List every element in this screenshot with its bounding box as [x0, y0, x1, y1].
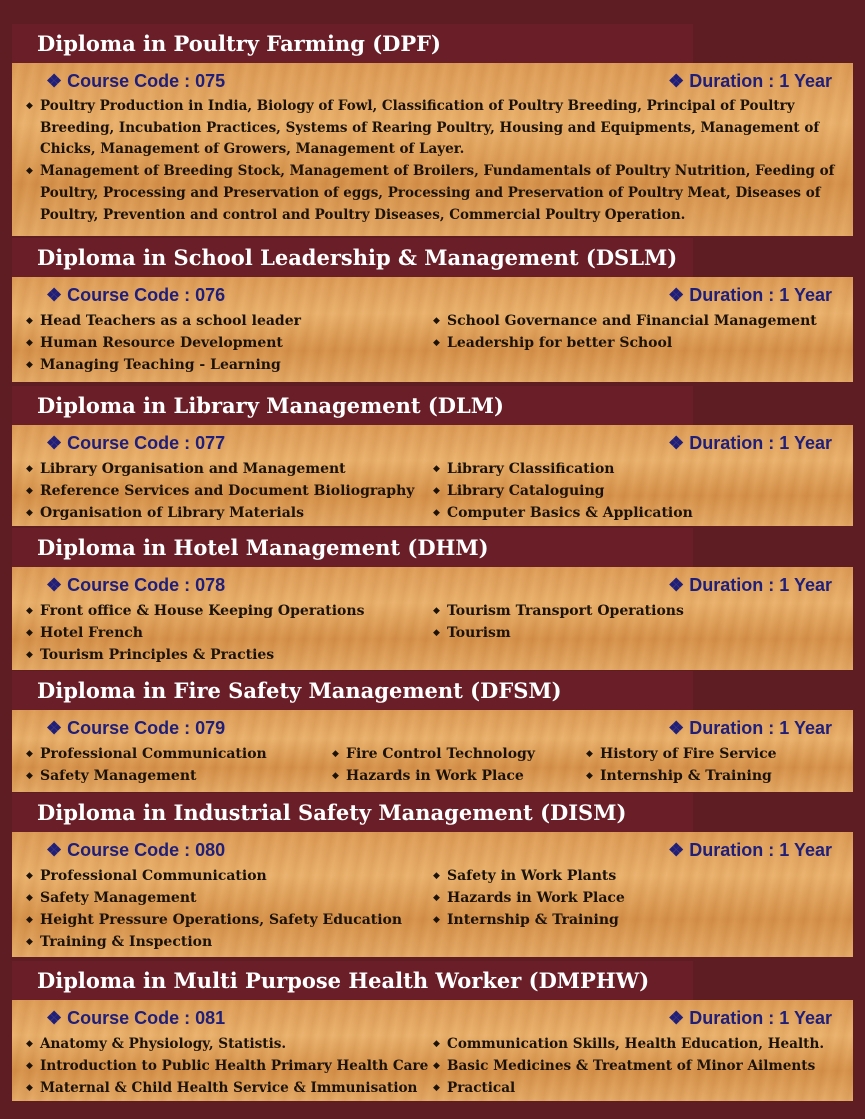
- course-topic-list: [26, 600, 839, 666]
- course-code: ❖ Course Code : 075: [46, 71, 226, 91]
- list-item: ◆ Practical: [433, 1077, 833, 1099]
- course-panel: [12, 710, 853, 792]
- course-panel: [12, 425, 853, 526]
- list-item: ◆ Introduction to Public Health Primary Health Care: [26, 1055, 433, 1077]
- course-duration: ❖ Duration : 1 Year: [668, 575, 832, 595]
- course-topic-list: [26, 865, 839, 953]
- course-duration: ❖ Duration : 1 Year: [668, 285, 832, 305]
- list-item: ◆ Reference Services and Document Bioliography: [26, 480, 433, 502]
- list-item: ◆ Library Cataloguing: [433, 480, 833, 502]
- list-item: ◆ Head Teachers as a school leader: [26, 310, 433, 332]
- list-item: ◆ Hazards in Work Place: [332, 765, 586, 787]
- course-panel: [12, 567, 853, 670]
- course-title: Diploma in Industrial Safety Management (DISM): [12, 793, 693, 832]
- course-topic-list: [26, 743, 839, 787]
- course-duration: ❖ Duration : 1 Year: [668, 71, 832, 91]
- list-item: ◆ Basic Medicines & Treatment of Minor Ailments: [433, 1055, 833, 1077]
- list-item: ◆ Tourism: [433, 622, 833, 644]
- list-item: ◆ Professional Communication: [26, 865, 433, 887]
- list-item: ◆ Management of Breeding Stock, Management of Broilers, Fundamentals of Poultry Nutrition, Feeding of Poultry, Processing and Preservation of eggs, Processing and Preservation of Poultry Meat, Diseases of Poultry, Prevention and control and Poultry Diseases, Commercial Poultry Operation.: [26, 161, 839, 226]
- list-item: ◆ School Governance and Financial Management: [433, 310, 833, 332]
- course-title: Diploma in Hotel Management (DHM): [12, 528, 693, 567]
- course-code: ❖ Course Code : 076: [46, 285, 226, 305]
- list-item: ◆ Hotel French: [26, 622, 433, 644]
- course-panel: [12, 277, 853, 382]
- course-code: ❖ Course Code : 079: [46, 718, 226, 738]
- list-item: ◆ Internship & Training: [433, 909, 833, 931]
- list-item: ◆ Organisation of Library Materials: [26, 502, 433, 524]
- list-item: ◆ Leadership for better School: [433, 332, 833, 354]
- course-panel: [12, 63, 853, 236]
- course-code: ❖ Course Code : 080: [46, 840, 226, 860]
- list-item: ◆ Hazards in Work Place: [433, 887, 833, 909]
- course-title: Diploma in Multi Purpose Health Worker (DMPHW): [12, 961, 693, 1000]
- course-topic-list: [26, 96, 839, 226]
- list-item: ◆ Internship & Training: [586, 765, 826, 787]
- list-item: ◆ Professional Communication: [26, 743, 332, 765]
- list-item: ◆ History of Fire Service: [586, 743, 826, 765]
- course-title: Diploma in School Leadership & Management (DSLM): [12, 238, 693, 277]
- list-item: ◆ Poultry Production in India, Biology of Fowl, Classification of Poultry Breeding, Principal of Poultry Breeding, Incubation Practices, Systems of Rearing Poultry, Housing and Equipments, Management of Chicks, Management of Growers, Management of Layer.: [26, 96, 839, 161]
- course-code: ❖ Course Code : 078: [46, 575, 226, 595]
- list-item: ◆ Tourism Principles & Practies: [26, 644, 433, 666]
- course-duration: ❖ Duration : 1 Year: [668, 840, 832, 860]
- list-item: ◆ Safety Management: [26, 887, 433, 909]
- course-panel: [12, 1000, 853, 1101]
- list-item: ◆ Maternal & Child Health Service & Immunisation: [26, 1077, 433, 1099]
- list-item: ◆ Computer Basics & Application: [433, 502, 833, 524]
- course-duration: ❖ Duration : 1 Year: [668, 1008, 832, 1028]
- list-item: ◆ Human Resource Development: [26, 332, 433, 354]
- list-item: ◆ Library Organisation and Management: [26, 458, 433, 480]
- course-title: Diploma in Fire Safety Management (DFSM): [12, 671, 693, 710]
- course-title: Diploma in Poultry Farming (DPF): [12, 24, 693, 63]
- list-item: ◆ Safety in Work Plants: [433, 865, 833, 887]
- course-code: ❖ Course Code : 077: [46, 433, 226, 453]
- course-topic-list: [26, 458, 839, 524]
- list-item: ◆ Managing Teaching - Learning: [26, 354, 433, 376]
- list-item: ◆ Safety Management: [26, 765, 332, 787]
- list-item: ◆ Training & Inspection: [26, 931, 433, 953]
- course-duration: ❖ Duration : 1 Year: [668, 718, 832, 738]
- course-duration: ❖ Duration : 1 Year: [668, 433, 832, 453]
- list-item: ◆ Anatomy & Physiology, Statistis.: [26, 1033, 433, 1055]
- course-code: ❖ Course Code : 081: [46, 1008, 226, 1028]
- list-item: ◆ Tourism Transport Operations: [433, 600, 833, 622]
- list-item: ◆ Communication Skills, Health Education, Health.: [433, 1033, 833, 1055]
- list-item: ◆ Height Pressure Operations, Safety Education: [26, 909, 433, 931]
- course-title: Diploma in Library Management (DLM): [12, 386, 693, 425]
- list-item: ◆ Fire Control Technology: [332, 743, 586, 765]
- list-item: ◆ Front office & House Keeping Operations: [26, 600, 433, 622]
- course-panel: [12, 832, 853, 957]
- course-topic-list: [26, 1033, 839, 1099]
- course-topic-list: [26, 310, 839, 376]
- list-item: ◆ Library Classification: [433, 458, 833, 480]
